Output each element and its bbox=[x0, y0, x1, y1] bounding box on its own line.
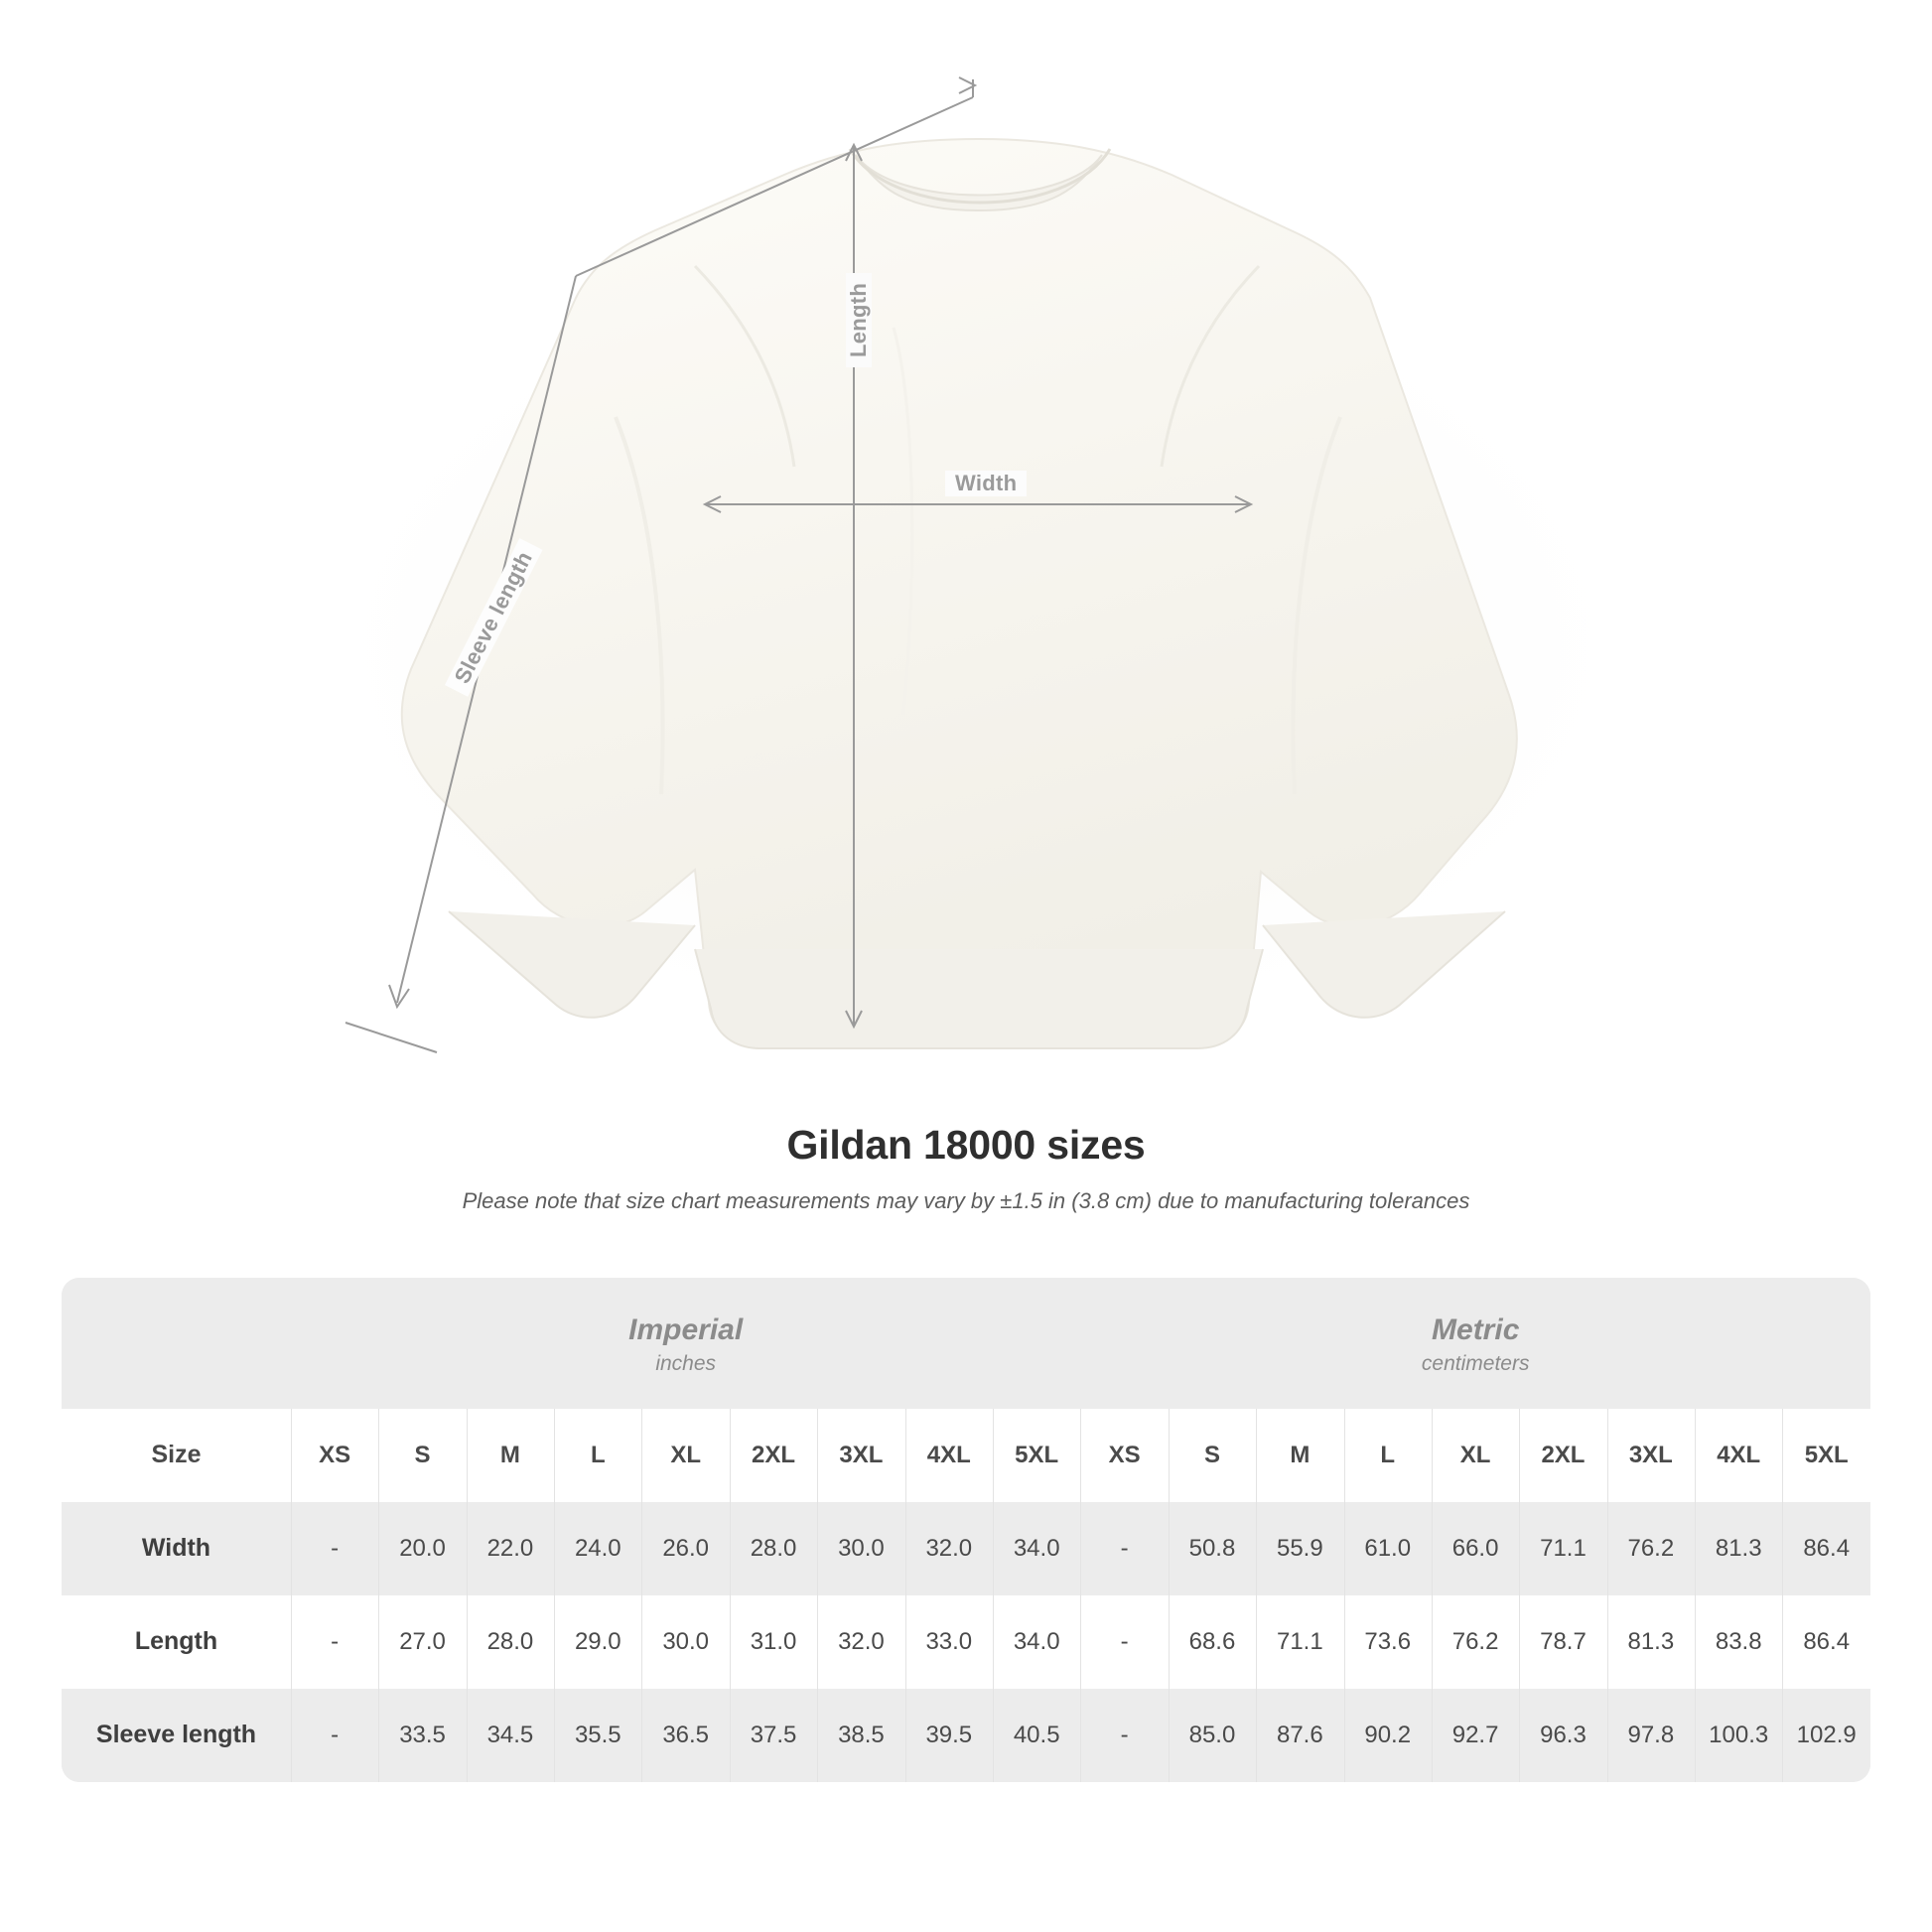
size-col-imp-6: 3XL bbox=[817, 1409, 904, 1502]
cell-length-imp-3: 29.0 bbox=[554, 1595, 641, 1689]
size-col-imp-2: M bbox=[467, 1409, 554, 1502]
size-col-imp-7: 4XL bbox=[905, 1409, 993, 1502]
cell-length-met-1: 68.6 bbox=[1169, 1595, 1256, 1689]
cell-width-imp-0: - bbox=[291, 1502, 378, 1595]
cell-length-imp-0: - bbox=[291, 1595, 378, 1689]
cell-sleeve-imp-5: 37.5 bbox=[730, 1689, 817, 1782]
size-col-met-7: 4XL bbox=[1695, 1409, 1782, 1502]
cell-width-imp-8: 34.0 bbox=[993, 1502, 1080, 1595]
tolerance-note: Please note that size chart measurements may vary by ±1.5 in (3.8 cm) due to manufacturing tolerances bbox=[462, 1188, 1470, 1213]
cell-width-imp-4: 26.0 bbox=[641, 1502, 729, 1595]
cell-length-imp-8: 34.0 bbox=[993, 1595, 1080, 1689]
imperial-sub: inches bbox=[655, 1351, 717, 1375]
row-label-sleeve-length: Sleeve length bbox=[62, 1689, 291, 1782]
imperial-name: Imperial bbox=[628, 1313, 744, 1346]
cell-width-imp-5: 28.0 bbox=[730, 1502, 817, 1595]
cell-width-met-0: - bbox=[1080, 1502, 1168, 1595]
size-header-cell: Size bbox=[62, 1409, 291, 1502]
cell-sleeve-imp-6: 38.5 bbox=[817, 1689, 904, 1782]
metric-name: Metric bbox=[1432, 1313, 1520, 1346]
row-label-width: Width bbox=[62, 1502, 291, 1595]
cell-sleeve-imp-1: 33.5 bbox=[378, 1689, 466, 1782]
cell-length-imp-7: 33.0 bbox=[905, 1595, 993, 1689]
cell-length-met-5: 78.7 bbox=[1519, 1595, 1606, 1689]
unit-header-spacer bbox=[62, 1278, 291, 1409]
table-row bbox=[62, 1502, 1870, 1595]
cell-sleeve-met-4: 92.7 bbox=[1432, 1689, 1519, 1782]
cell-length-met-3: 73.6 bbox=[1344, 1595, 1432, 1689]
cell-sleeve-imp-4: 36.5 bbox=[641, 1689, 729, 1782]
cell-sleeve-met-1: 85.0 bbox=[1169, 1689, 1256, 1782]
cell-width-met-4: 66.0 bbox=[1432, 1502, 1519, 1595]
size-table-container bbox=[62, 1278, 1870, 1782]
unit-header-imperial bbox=[291, 1278, 1080, 1409]
cell-length-met-0: - bbox=[1080, 1595, 1168, 1689]
cell-sleeve-met-5: 96.3 bbox=[1519, 1689, 1606, 1782]
size-header-row bbox=[62, 1409, 1870, 1502]
cell-width-imp-1: 20.0 bbox=[378, 1502, 466, 1595]
cell-width-met-2: 55.9 bbox=[1256, 1502, 1343, 1595]
size-col-imp-5: 2XL bbox=[730, 1409, 817, 1502]
size-table bbox=[62, 1278, 1870, 1782]
table-row bbox=[62, 1595, 1870, 1689]
cell-width-imp-2: 22.0 bbox=[467, 1502, 554, 1595]
size-col-imp-0: XS bbox=[291, 1409, 378, 1502]
size-col-met-3: L bbox=[1344, 1409, 1432, 1502]
cell-sleeve-met-2: 87.6 bbox=[1256, 1689, 1343, 1782]
cell-width-met-7: 81.3 bbox=[1695, 1502, 1782, 1595]
metric-sub: centimeters bbox=[1421, 1351, 1530, 1375]
cell-width-met-1: 50.8 bbox=[1169, 1502, 1256, 1595]
cell-length-met-8: 86.4 bbox=[1782, 1595, 1870, 1689]
table-row bbox=[62, 1689, 1870, 1782]
size-col-met-8: 5XL bbox=[1782, 1409, 1870, 1502]
size-col-imp-8: 5XL bbox=[993, 1409, 1080, 1502]
cell-sleeve-imp-3: 35.5 bbox=[554, 1689, 641, 1782]
cell-length-met-6: 81.3 bbox=[1607, 1595, 1695, 1689]
cell-sleeve-met-0: - bbox=[1080, 1689, 1168, 1782]
title-block bbox=[0, 1122, 1932, 1214]
cell-sleeve-imp-0: - bbox=[291, 1689, 378, 1782]
cell-width-met-3: 61.0 bbox=[1344, 1502, 1432, 1595]
cell-sleeve-met-8: 102.9 bbox=[1782, 1689, 1870, 1782]
cell-width-imp-7: 32.0 bbox=[905, 1502, 993, 1595]
page-title: Gildan 18000 sizes bbox=[786, 1122, 1146, 1168]
size-col-met-0: XS bbox=[1080, 1409, 1168, 1502]
cell-sleeve-imp-2: 34.5 bbox=[467, 1689, 554, 1782]
cell-length-imp-6: 32.0 bbox=[817, 1595, 904, 1689]
cell-width-imp-3: 24.0 bbox=[554, 1502, 641, 1595]
cell-length-met-2: 71.1 bbox=[1256, 1595, 1343, 1689]
cell-width-met-8: 86.4 bbox=[1782, 1502, 1870, 1595]
cell-length-met-7: 83.8 bbox=[1695, 1595, 1782, 1689]
size-col-met-5: 2XL bbox=[1519, 1409, 1606, 1502]
size-col-imp-4: XL bbox=[641, 1409, 729, 1502]
length-label: Length bbox=[846, 273, 872, 367]
row-label-length: Length bbox=[62, 1595, 291, 1689]
size-col-met-6: 3XL bbox=[1607, 1409, 1695, 1502]
cell-width-imp-6: 30.0 bbox=[817, 1502, 904, 1595]
unit-header-row bbox=[62, 1278, 1870, 1409]
cell-length-met-4: 76.2 bbox=[1432, 1595, 1519, 1689]
sleeve-length-label: Sleeve length bbox=[445, 538, 542, 696]
cell-length-imp-4: 30.0 bbox=[641, 1595, 729, 1689]
size-col-imp-3: L bbox=[554, 1409, 641, 1502]
size-col-met-2: M bbox=[1256, 1409, 1343, 1502]
cell-width-met-6: 76.2 bbox=[1607, 1502, 1695, 1595]
cell-width-met-5: 71.1 bbox=[1519, 1502, 1606, 1595]
size-col-met-1: S bbox=[1169, 1409, 1256, 1502]
size-col-met-4: XL bbox=[1432, 1409, 1519, 1502]
unit-header-metric bbox=[1080, 1278, 1870, 1409]
cell-length-imp-1: 27.0 bbox=[378, 1595, 466, 1689]
cell-sleeve-met-6: 97.8 bbox=[1607, 1689, 1695, 1782]
cell-sleeve-met-7: 100.3 bbox=[1695, 1689, 1782, 1782]
cell-sleeve-imp-7: 39.5 bbox=[905, 1689, 993, 1782]
width-label: Width bbox=[945, 471, 1027, 496]
cell-sleeve-met-3: 90.2 bbox=[1344, 1689, 1432, 1782]
size-col-imp-1: S bbox=[378, 1409, 466, 1502]
cell-sleeve-imp-8: 40.5 bbox=[993, 1689, 1080, 1782]
cell-length-imp-2: 28.0 bbox=[467, 1595, 554, 1689]
cell-length-imp-5: 31.0 bbox=[730, 1595, 817, 1689]
